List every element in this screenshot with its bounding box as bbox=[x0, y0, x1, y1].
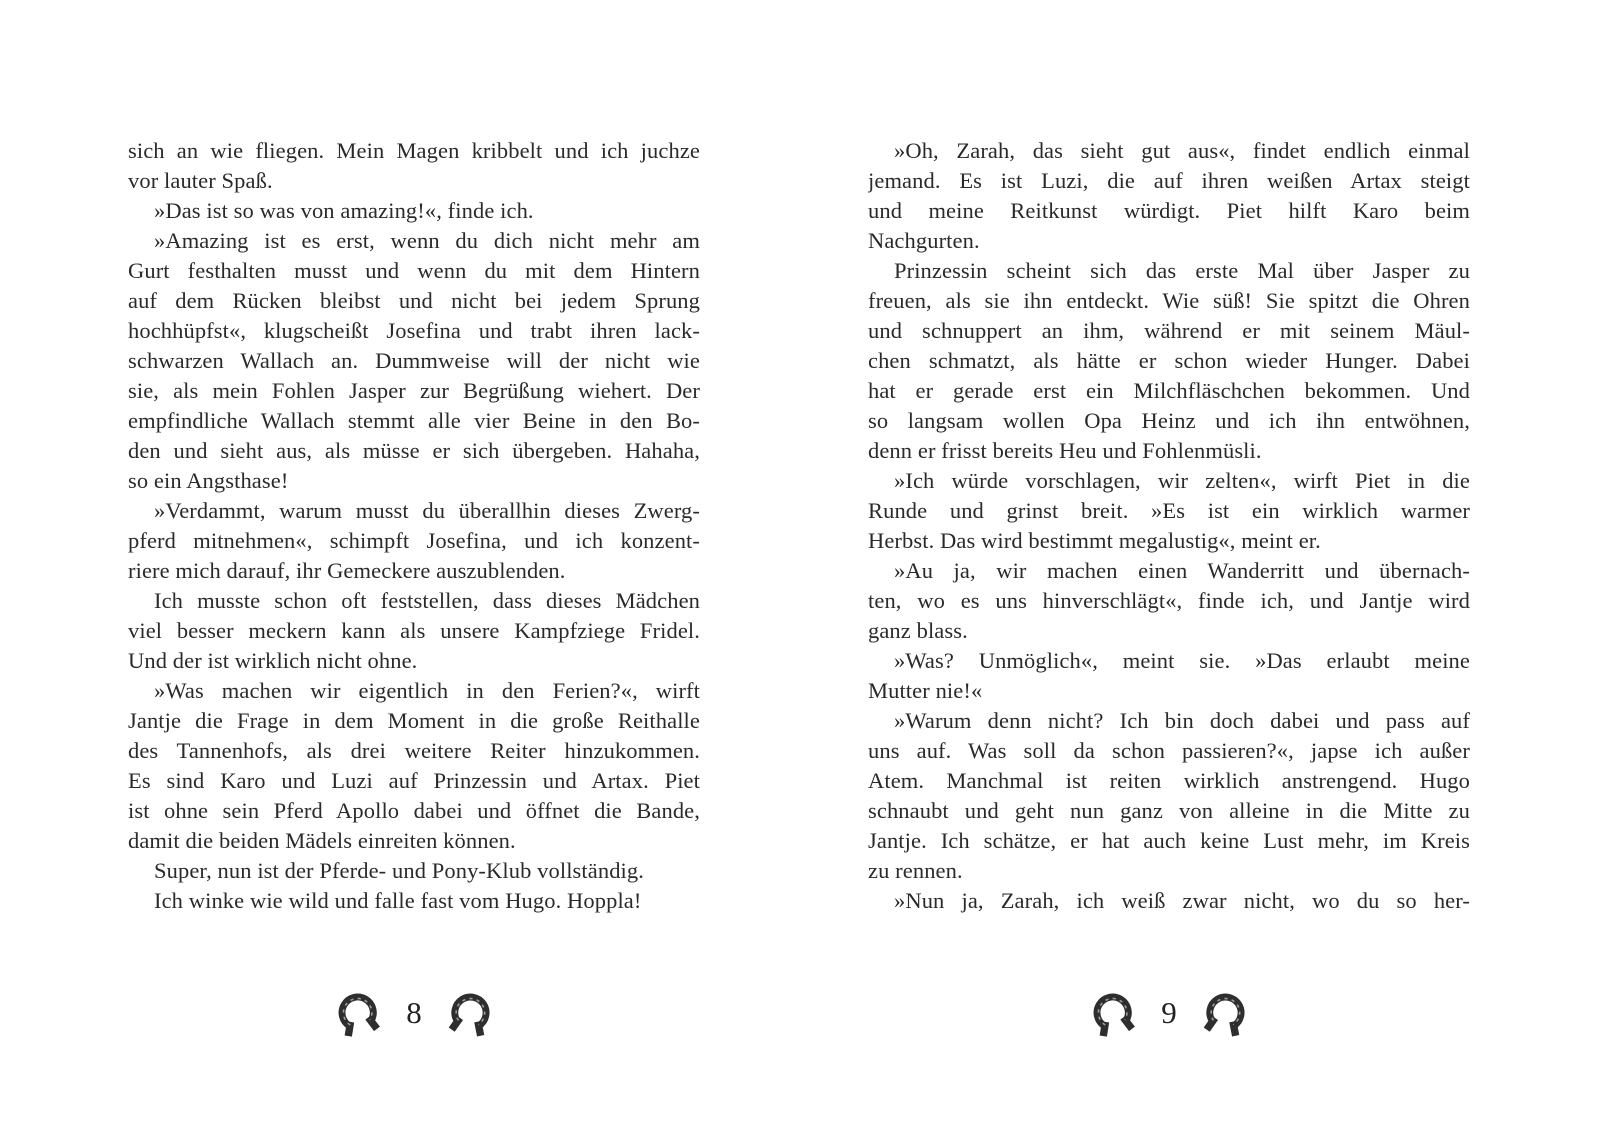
text-line: riere mich darauf, ihr Gemeckere auszublenden. bbox=[128, 558, 566, 583]
text-line: denn er frisst bereits Heu und Fohlenmüsli. bbox=[868, 438, 1262, 463]
text-line: vor lauter Spaß. bbox=[128, 168, 273, 193]
page-left-text bbox=[128, 136, 700, 916]
text-line: Und der ist wirklich nicht ohne. bbox=[128, 648, 418, 673]
page-left-footer bbox=[128, 985, 700, 1035]
page-right-text bbox=[868, 136, 1470, 916]
page-number: 8 bbox=[406, 994, 422, 1030]
text-line: »Was machen wir eigentlich in den Ferien?«, wirft bbox=[154, 678, 700, 703]
text-line: Ich musste schon oft feststellen, dass dieses Mädchen bbox=[154, 588, 700, 613]
text-line: jemand. Es ist Luzi, die auf ihren weißen Artax steigt bbox=[868, 168, 1470, 193]
text-line: sie, als mein Fohlen Jasper zur Begrüßung wiehert. Der bbox=[128, 378, 700, 403]
text-line: zu rennen. bbox=[868, 858, 963, 883]
text-line: hat er gerade erst ein Milchfläschchen bekommen. Und bbox=[868, 378, 1470, 403]
horseshoe-icon bbox=[1084, 980, 1141, 1040]
text-line: viel besser meckern kann als unsere Kampfziege Fridel. bbox=[128, 618, 700, 643]
text-line: Gurt festhalten musst und wenn du mit dem Hintern bbox=[128, 258, 700, 283]
text-line: chen schmatzt, als hätte er schon wieder Hunger. Dabei bbox=[868, 348, 1470, 373]
text-line: damit die beiden Mädels einreiten können. bbox=[128, 828, 516, 853]
text-line: so langsam wollen Opa Heinz und ich ihn entwöhnen, bbox=[868, 408, 1470, 433]
text-line: Prinzessin scheint sich das erste Mal über Jasper zu bbox=[894, 258, 1470, 283]
text-line: »Verdammt, warum musst du überallhin dieses Zwerg- bbox=[154, 498, 700, 523]
text-line: und schnuppert an ihm, während er mit seinem Mäul- bbox=[868, 318, 1470, 343]
text-line: auf dem Rücken bleibst und nicht bei jedem Sprung bbox=[128, 288, 700, 313]
text-line: ist ohne sein Pferd Apollo dabei und öffnet die Bande, bbox=[128, 798, 700, 823]
horseshoe-icon bbox=[443, 981, 498, 1039]
text-line: Atem. Manchmal ist reiten wirklich anstrengend. Hugo bbox=[868, 768, 1470, 793]
text-line: Nachgurten. bbox=[868, 228, 980, 253]
text-line: den und sieht aus, als müsse er sich übergeben. Hahaha, bbox=[128, 438, 700, 463]
text-line: des Tannenhofs, als drei weitere Reiter hinzukommen. bbox=[128, 738, 700, 763]
text-line: empfindliche Wallach stemmt alle vier Beine in den Bo- bbox=[128, 408, 700, 433]
text-line: »Was? Unmöglich«, meint sie. »Das erlaubt meine bbox=[894, 648, 1470, 673]
text-line: schwarzen Wallach an. Dummweise will der nicht wie bbox=[128, 348, 700, 373]
text-line: Super, nun ist der Pferde- und Pony-Klub vollständig. bbox=[154, 858, 644, 883]
text-line: Runde und grinst breit. »Es ist ein wirklich warmer bbox=[868, 498, 1470, 523]
text-line: Es sind Karo und Luzi auf Prinzessin und Artax. Piet bbox=[128, 768, 700, 793]
text-line: hochhüpfst«, klugscheißt Josefina und trabt ihren lack- bbox=[128, 318, 700, 343]
text-line: »Oh, Zarah, das sieht gut aus«, findet endlich einmal bbox=[894, 138, 1470, 163]
text-line: schnaubt und geht nun ganz von alleine in die Mitte zu bbox=[868, 798, 1470, 823]
page-number: 9 bbox=[1161, 994, 1177, 1030]
text-line: freuen, als sie ihn entdeckt. Wie süß! Sie spitzt die Ohren bbox=[868, 288, 1470, 313]
text-line: Herbst. Das wird bestimmt megalustig«, meint er. bbox=[868, 528, 1321, 553]
horseshoe-icon bbox=[1198, 981, 1253, 1039]
text-line: Ich winke wie wild und falle fast vom Hugo. Hoppla! bbox=[154, 888, 642, 913]
page-right bbox=[800, 0, 1600, 1131]
text-line: pferd mitnehmen«, schimpft Josefina, und ich konzent- bbox=[128, 528, 700, 553]
page-right-footer bbox=[868, 985, 1470, 1035]
text-line: ten, wo es uns hinverschlägt«, finde ich, und Jantje wird bbox=[868, 588, 1470, 613]
text-line: so ein Angsthase! bbox=[128, 468, 289, 493]
horseshoe-icon bbox=[329, 980, 386, 1040]
text-line: sich an wie fliegen. Mein Magen kribbelt und ich juchze bbox=[128, 138, 700, 163]
text-line: »Au ja, wir machen einen Wanderritt und übernach- bbox=[894, 558, 1470, 583]
text-line: »Nun ja, Zarah, ich weiß zwar nicht, wo du so her- bbox=[894, 888, 1470, 913]
text-line: »Amazing ist es erst, wenn du dich nicht mehr am bbox=[154, 228, 700, 253]
text-line: Mutter nie!« bbox=[868, 678, 983, 703]
text-line: »Warum denn nicht? Ich bin doch dabei und pass auf bbox=[894, 708, 1470, 733]
text-line: uns auf. Was soll da schon passieren?«, japse ich außer bbox=[868, 738, 1470, 763]
text-line: »Ich würde vorschlagen, wir zelten«, wirft Piet in die bbox=[894, 468, 1470, 493]
text-line: Jantje die Frage in dem Moment in die große Reithalle bbox=[128, 708, 700, 733]
text-line: »Das ist so was von amazing!«, finde ich. bbox=[154, 198, 534, 223]
text-line: und meine Reitkunst würdigt. Piet hilft Karo beim bbox=[868, 198, 1470, 223]
text-line: Jantje. Ich schätze, er hat auch keine Lust mehr, im Kreis bbox=[868, 828, 1470, 853]
text-line: ganz blass. bbox=[868, 618, 968, 643]
